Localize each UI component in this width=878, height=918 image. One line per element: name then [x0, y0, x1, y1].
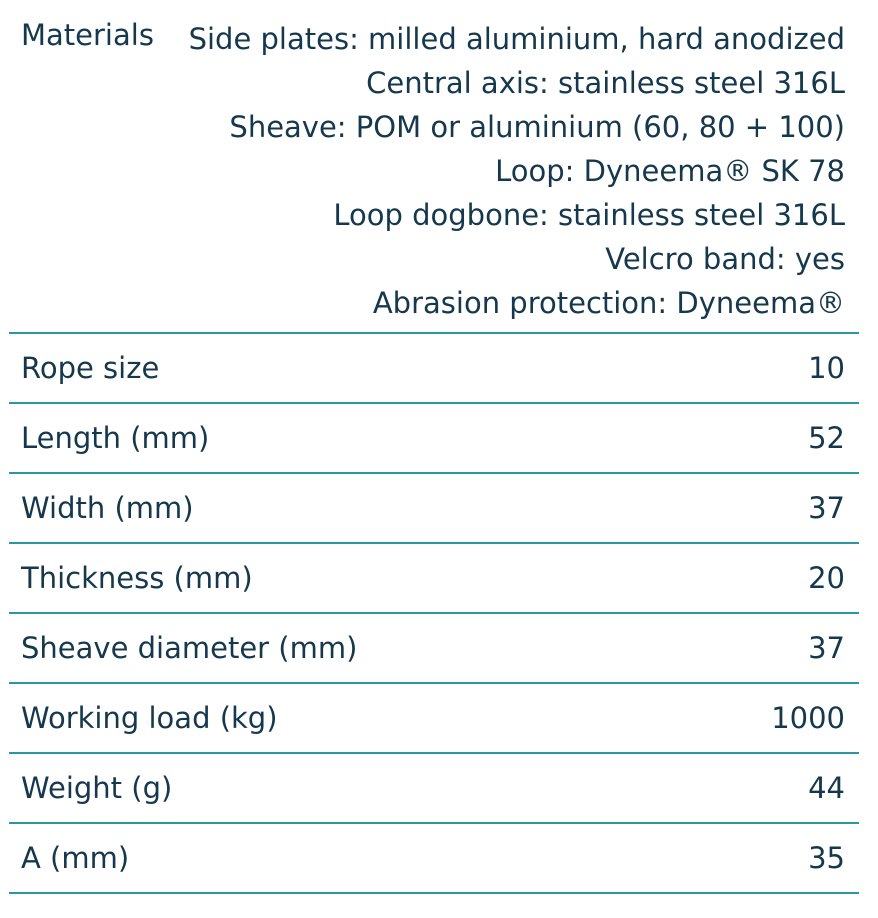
spec-value: 52	[808, 421, 845, 455]
spec-value: 10	[808, 351, 845, 385]
spec-value: 44	[808, 771, 845, 805]
spec-row-rope-size	[9, 334, 859, 404]
spec-label: Width (mm)	[21, 491, 194, 525]
spec-value: 35	[808, 841, 845, 875]
spec-row-working-load	[9, 684, 859, 754]
spec-row-thickness	[9, 544, 859, 614]
material-item-loop: Loop: Dyneema® SK 78	[495, 154, 845, 188]
spec-value: 37	[808, 491, 845, 525]
spec-row-a	[9, 824, 859, 894]
spec-label: Thickness (mm)	[21, 561, 253, 595]
spec-value: 1000	[771, 701, 845, 735]
spec-row-width	[9, 474, 859, 544]
spec-row-sheave-diameter	[9, 614, 859, 684]
spec-value: 20	[808, 561, 845, 595]
spec-row-weight	[9, 754, 859, 824]
material-item-abrasion-protection: Abrasion protection: Dyneema®	[372, 286, 845, 320]
materials-list	[189, 17, 845, 325]
material-item-sheave: Sheave: POM or aluminium (60, 80 + 100)	[229, 110, 845, 144]
material-item-loop-dogbone: Loop dogbone: stainless steel 316L	[333, 198, 845, 232]
spec-label: Rope size	[21, 351, 160, 385]
spec-label: Working load (kg)	[21, 701, 278, 735]
material-item-central-axis: Central axis: stainless steel 316L	[366, 66, 845, 100]
spec-row-length	[9, 404, 859, 474]
spec-label: A (mm)	[21, 841, 130, 875]
spec-label: Sheave diameter (mm)	[21, 631, 358, 665]
material-item-side-plates: Side plates: milled aluminium, hard anodized	[188, 22, 845, 56]
spec-label: Length (mm)	[21, 421, 210, 455]
spec-value: 37	[808, 631, 845, 665]
spec-label: Weight (g)	[21, 771, 173, 805]
spec-table	[9, 0, 859, 894]
materials-row	[9, 0, 859, 334]
material-item-velcro-band: Velcro band: yes	[605, 242, 845, 276]
materials-label: Materials	[21, 18, 154, 52]
